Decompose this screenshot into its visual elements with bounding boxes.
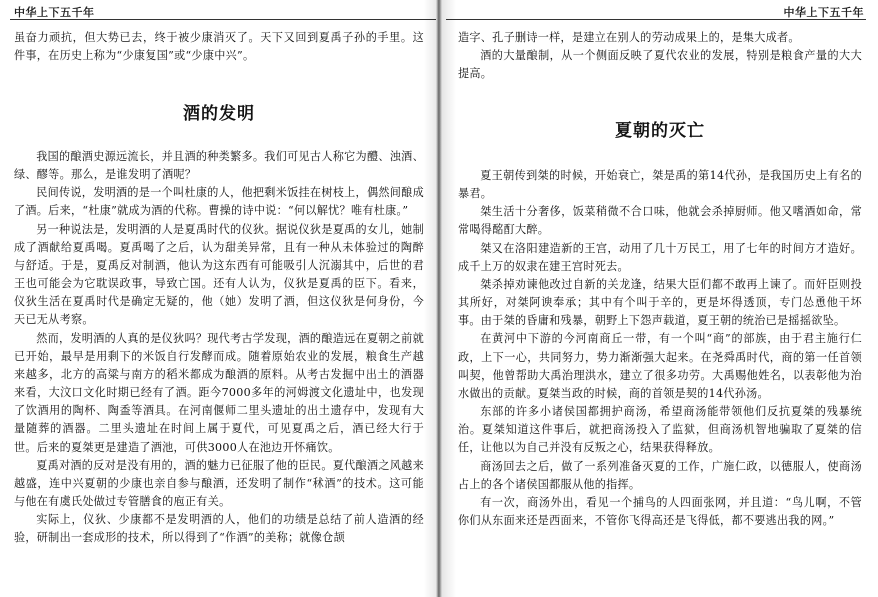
paragraph: 夏王朝传到桀的时候，开始衰亡，桀是禹的第14代孙，是我国历史上有名的暴君。 [458,169,862,201]
paragraph: 另一种说法是，发明酒的人是夏禹时代的仪狄。据说仪狄是夏禹的女儿，她制成了酒献给夏禹喝。夏禹喝了之后，认为甜美异常，且有一种从未体验过的陶醉与舒适。于是，夏禹反对制酒，他认为这东西有可能吸引人沉溺其中，后世的君王也可能会为它耽误政事，导致亡国。还有人认为，仪狄是夏禹的臣下。看来，仪狄生活在夏禹时代是确定无疑的，他（她）发明了酒，但这仪狄是何身份，今天已无从考察。 [14,222,424,327]
chapter-title: 酒的发明 [183,104,255,124]
paragraph: 酒的大量酿制，从一个侧面反映了夏代农业的发展，特别是粮食产量的大大提高。 [458,49,862,81]
running-head: 中华上下五千年 [783,6,864,19]
header-rule [446,19,866,20]
paragraph: 桀又在洛阳建造新的王宫，动用了几十万民工，用了七年的时间方才造好。成千上万的奴隶在建王宫时死去。 [458,241,862,273]
paragraph: 然而，发明酒的人真的是仪狄吗？现代考古学发现，酒的酿造远在夏朝之前就已开始，最早是用剩下的米饭自行发酵而成。随着原始农业的发展，粮食生产越来越多，北方的高粱与南方的稻米都成为酿酒的原料。从考古发掘中出土的酒器来看，大汶口文化时期已经有了酒。距今7000多年的河姆渡文化遗址中，也发现了饮酒用的陶杯、陶盉等酒具。在河南偃师二里头遗址的出土遗存中，发现有大量随葬的酒器。二里头遗址在时间上属于夏代，可见夏禹之后，酒已经大行于世。后来的夏桀更是建造了酒池，可供3000人在池边开怀痛饮。 [14,331,424,454]
paragraph: 夏禹对酒的反对是没有用的，酒的魅力已征服了他的臣民。夏代酿酒之风越来越盛，连中兴夏朝的少康也亲自参与酿酒，还发明了制作“秫酒”的技术。这可能与他在有虞氏处做过专管膳食的庖正有关。 [14,458,424,508]
gutter-shadow [442,0,456,597]
running-head: 中华上下五千年 [14,6,95,19]
paragraph: 有一次，商汤外出，看见一个捕鸟的人四面张网，并且道：“鸟儿啊，不管你们从东面来还是西面来，不管你飞得高还是飞得低，都不要逃出我的网。” [458,495,862,527]
paragraph: 东部的许多小诸侯国都拥护商汤，希望商汤能带领他们反抗夏桀的残暴统治。夏桀知道这件事后，就把商汤投入了监狱，但商汤机智地骗取了夏桀的信任，让他以为自己并没有反叛之心，结果获得释放。 [458,405,862,455]
paragraph: 我国的酿酒史源远流长，并且酒的种类繁多。我们可见古人称它为醴、浊酒、绿、醪等。那么，是谁发明了酒呢？ [14,150,424,182]
paragraph: 商汤回去之后，做了一系列准备灭夏的工作，广施仁政，以德服人，使商汤占上的各个诸侯国都服从他的指挥。 [458,459,862,491]
paragraph: 民间传说，发明酒的是一个叫杜康的人，他把剩米饭挂在树枝上，偶然间酿成了酒。后来，“杜康”就成为酒的代称。曹操的诗中说：“何以解忧？唯有杜康。” [14,186,424,218]
paragraph: 虽奋力顽抗，但大势已去，终于被少康消灭了。天下又回到夏禹子孙的手里。这件事，在历史上称为“少康复国”或“少康中兴”。 [14,31,424,63]
paragraph: 在黄河中下游的今河南商丘一带，有一个叫“商”的部族，由于君主施行仁政，上下一心，共同努力，势力渐渐强大起来。在尧舜禹时代，商的第一任首领叫契，他曾帮助大禹治理洪水，建立了很多功劳。大禹赐他姓名，以表彰他为治水做出的贡献。夏桀当政的时候，商的首领是契的14代孙汤。 [458,332,862,400]
paragraph: 桀生活十分奢侈，饭菜稍微不合口味，他就会杀掉厨师。他又嗜酒如命，常常喝得酩酊大醉。 [458,205,862,237]
continued-text [458,29,862,83]
chapter-body [14,148,424,547]
continued-text [14,29,424,65]
paragraph: 桀杀掉劝谏他改过自新的关龙逢，结果大臣们都不敢再上谏了。而奸臣则投其所好，对桀阿谀奉承；其中有个叫于辛的，更是坏得透顶，专门怂恿他干坏事。由于桀的昏庸和残暴，朝野上下怨声载道，夏王朝的统治已是摇摇欲坠。 [458,277,862,328]
paragraph: 实际上，仪狄、少康都不是发明酒的人，他们的功绩是总结了前人造酒的经验，研制出一套成形的技术，所以得到了“作酒”的美称；就像仓颉 [14,513,424,545]
chapter-body [458,167,862,530]
chapter-title: 夏朝的灭亡 [615,121,705,141]
paragraph: 造字、孔子删诗一样，是建立在别人的劳动成果上的，是集大成者。 [458,31,800,44]
left-page [0,0,438,597]
header-rule [10,19,436,20]
right-page [442,0,878,597]
